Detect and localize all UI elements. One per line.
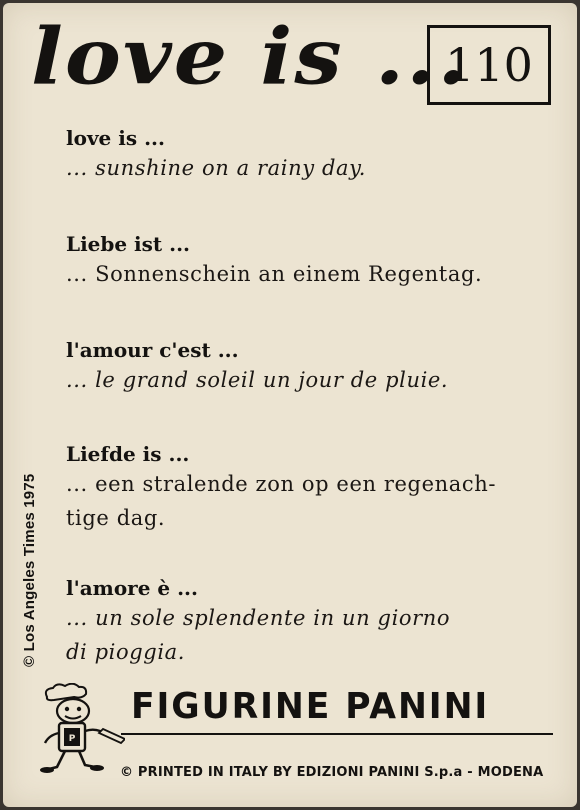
panini-mascot-icon [33,683,125,783]
card [3,3,577,807]
entry-heading: l'amour c'est ... [66,338,239,362]
brand-underline [121,733,553,735]
entry-german [66,231,556,291]
entry-heading: love is ... [66,126,165,150]
entry-line: tige dag. [66,506,166,530]
copyright-vertical: © Los Angeles Times 1975 [21,473,38,667]
entry-line: ... sunshine on a rainy day. [66,156,367,180]
love-is-logo: love is ... [31,11,469,103]
entry-text [66,151,556,185]
entry-text [66,363,556,397]
card-number: 110 [445,38,533,92]
entry-text [66,257,556,291]
entry-heading: Liefde is ... [66,442,190,466]
printed-in-italy-notice: © PRINTED IN ITALY BY EDIZIONI PANINI S.p.a - MODENA [120,765,544,780]
entry-line: di pioggia. [66,640,186,664]
entry-french [66,337,556,397]
entry-line: ... een stralende zon op een regenach- [66,472,497,496]
entry-dutch [66,441,556,535]
entry-heading: Liebe ist ... [66,232,191,256]
entry-english [66,125,556,185]
entry-italian [66,575,556,669]
entry-line: ... un sole splendente in un giorno [66,606,451,630]
figurine-panini-brand: FIGURINE PANINI [131,686,490,727]
entry-text [66,601,556,669]
entry-line: ... le grand soleil un jour de pluie. [66,368,449,392]
svg-text:P: P [68,734,76,744]
header [31,11,561,117]
card-number-box [427,25,551,105]
entry-heading: l'amore è ... [66,576,198,600]
entry-line: ... Sonnenschein an einem Regentag. [66,262,483,286]
entry-text [66,467,556,535]
